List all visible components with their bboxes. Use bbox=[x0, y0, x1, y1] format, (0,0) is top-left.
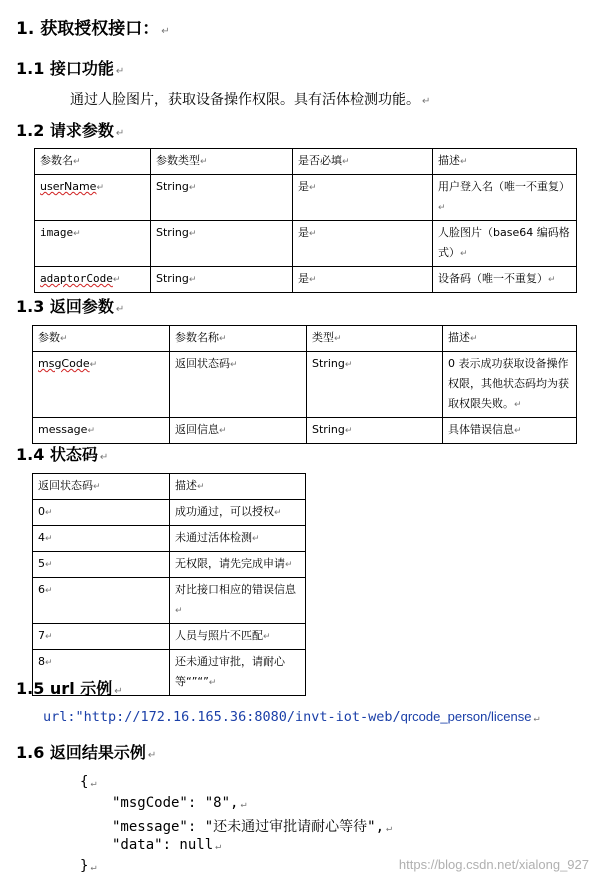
table-cell: 返回信息↵ bbox=[170, 418, 307, 444]
table-cell: 0↵ bbox=[33, 500, 170, 526]
table-cell: 人员与照片不匹配↵ bbox=[170, 624, 306, 650]
table-cell: 设备码（唯一不重复）↵ bbox=[433, 267, 577, 293]
heading-1-6: 1.6 返回结果示例 ↵ bbox=[16, 743, 157, 762]
url-example: url:"http://172.16.165.36:8080/invt-iot-web/qrcode_person/license ↵ bbox=[43, 709, 540, 725]
table-cell: 无权限，请先完成申请↵ bbox=[170, 552, 306, 578]
table-row bbox=[33, 418, 577, 444]
heading-1-2: 1.2 请求参数 ↵ bbox=[16, 121, 125, 140]
table-cell: 返回状态码↵ bbox=[170, 352, 307, 418]
table-cell: 还未通过审批，请耐心等“”“”↵ bbox=[170, 650, 306, 696]
table-cell: String↵ bbox=[307, 352, 443, 418]
table-cell: 4↵ bbox=[33, 526, 170, 552]
table-cell: userName↵ bbox=[35, 175, 151, 221]
header-cell: 参数名称↵ bbox=[170, 326, 307, 352]
header-cell: 参数↵ bbox=[33, 326, 170, 352]
table-row bbox=[33, 578, 306, 624]
table-cell: 成功通过，可以授权↵ bbox=[170, 500, 306, 526]
table-cell: 具体错误信息↵ bbox=[443, 418, 577, 444]
header-cell: 描述↵ bbox=[170, 474, 306, 500]
table-cell: 0 表示成功获取设备操作权限，其他状态码均为获取权限失败。↵ bbox=[443, 352, 577, 418]
code-line-msgcode: "msgCode": "8", ↵ bbox=[112, 795, 247, 811]
request-params-table bbox=[34, 148, 577, 293]
table-cell: image↵ bbox=[35, 221, 151, 267]
header-cell: 类型↵ bbox=[307, 326, 443, 352]
table-cell: adaptorCode↵ bbox=[35, 267, 151, 293]
header-cell: 描述↵ bbox=[433, 149, 577, 175]
table-cell: String↵ bbox=[151, 221, 293, 267]
table-row bbox=[33, 352, 577, 418]
table-cell: 是↵ bbox=[293, 221, 433, 267]
table-row bbox=[33, 500, 306, 526]
table-cell: 未通过活体检测↵ bbox=[170, 526, 306, 552]
table-row bbox=[33, 526, 306, 552]
table-row bbox=[35, 175, 577, 221]
heading-1-5: 1.5 url 示例 ↵ bbox=[16, 679, 123, 698]
table-header-row bbox=[33, 474, 306, 500]
table-cell: 人脸图片（base64 编码格式）↵ bbox=[433, 221, 577, 267]
watermark: https://blog.csdn.net/xialong_927 bbox=[398, 857, 589, 872]
code-open-brace: { ↵ bbox=[80, 774, 97, 790]
code-close-brace: } ↵ bbox=[80, 858, 97, 874]
header-cell: 描述↵ bbox=[443, 326, 577, 352]
code-line-message: "message": "还未通过审批请耐心等待", ↵ bbox=[112, 819, 393, 835]
table-header-row bbox=[33, 326, 577, 352]
table-row bbox=[33, 624, 306, 650]
table-cell: msgCode↵ bbox=[33, 352, 170, 418]
header-cell: 是否必填↵ bbox=[293, 149, 433, 175]
table-cell: String↵ bbox=[151, 267, 293, 293]
heading-1-4: 1.4 状态码 ↵ bbox=[16, 445, 109, 464]
status-code-table bbox=[32, 473, 306, 696]
heading-1-3: 1.3 返回参数 ↵ bbox=[16, 297, 125, 316]
heading-1-1: 1.1 接口功能 ↵ bbox=[16, 59, 125, 78]
table-cell: String↵ bbox=[151, 175, 293, 221]
table-row bbox=[35, 221, 577, 267]
table-cell: String↵ bbox=[307, 418, 443, 444]
header-cell: 参数类型↵ bbox=[151, 149, 293, 175]
table-cell: 用户登入名（唯一不重复）↵ bbox=[433, 175, 577, 221]
header-cell: 参数名↵ bbox=[35, 149, 151, 175]
code-line-data: "data": null ↵ bbox=[112, 837, 222, 853]
table-cell: message↵ bbox=[33, 418, 170, 444]
table-row bbox=[35, 267, 577, 293]
function-description: 通过人脸图片，获取设备操作权限。具有活体检测功能。 ↵ bbox=[70, 92, 431, 108]
table-cell: 8↵ bbox=[33, 650, 170, 696]
table-row bbox=[33, 552, 306, 578]
heading-1: 1. 获取授权接口： ↵ bbox=[16, 19, 170, 39]
header-cell: 返回状态码↵ bbox=[33, 474, 170, 500]
table-cell: 是↵ bbox=[293, 267, 433, 293]
table-cell: 5↵ bbox=[33, 552, 170, 578]
table-cell: 6↵ bbox=[33, 578, 170, 624]
table-cell: 是↵ bbox=[293, 175, 433, 221]
table-cell: 对比接口相应的错误信息↵ bbox=[170, 578, 306, 624]
table-header-row bbox=[35, 149, 577, 175]
table-cell: 7↵ bbox=[33, 624, 170, 650]
response-params-table bbox=[32, 325, 577, 444]
